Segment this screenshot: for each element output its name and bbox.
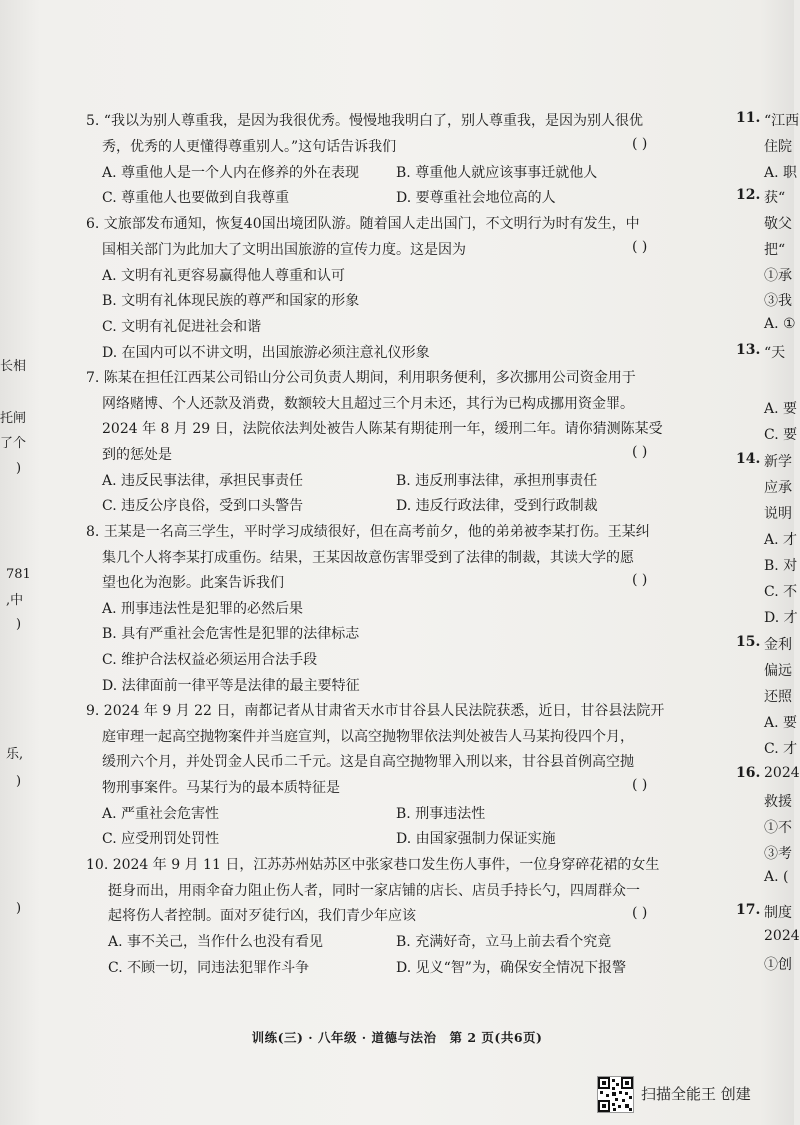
option-b: B. 刑事违法性 (396, 806, 486, 822)
option-a: A. 严重社会危害性 (102, 806, 220, 822)
right-fragment: 把“ (764, 242, 786, 258)
option-c: C. 尊重他人也要做到自我尊重 (102, 190, 290, 206)
answer-paren[interactable]: ( ) (632, 239, 648, 255)
option-c: C. 不顾一切，同违法犯罪作斗争 (108, 960, 310, 976)
option-d: D. 违反行政法律，受到行政制裁 (396, 498, 598, 514)
question-text: 到的惩处是 (102, 447, 172, 463)
right-fragment: 住院 (764, 139, 792, 155)
option-d: D. 由国家强制力保证实施 (396, 831, 556, 847)
option-b: B. 充满好奇，立马上前去看个究竟 (396, 934, 612, 950)
right-fragment: D. 才 (764, 610, 798, 626)
left-margin-fragments (0, 0, 40, 1125)
question-text: 5. “我以为别人尊重我，是因为我很优秀。慢慢地我明白了，别人尊重我，是因为别人很优 (86, 113, 643, 129)
right-fragment: 2024 (764, 765, 800, 781)
right-fragment: 应承 (764, 480, 792, 496)
option-b: B. 尊重他人就应该事事迁就他人 (396, 165, 598, 181)
right-fragment: ①承 (764, 268, 792, 284)
answer-paren[interactable]: ( ) (632, 572, 648, 588)
left-fragment: 了个 (0, 436, 27, 451)
left-fragment: 乐, (6, 747, 24, 762)
question-text: 8. 王某是一名高三学生，平时学习成绩很好，但在高考前夕，他的弟弟被李某打伤。王某纠 (86, 524, 650, 540)
right-fragment: B. 对 (764, 558, 798, 574)
right-fragment: 新学 (764, 454, 792, 470)
option-a: A. 尊重他人是一个人内在修养的外在表现 (102, 165, 360, 181)
question-text: 7. 陈某在担任江西某公司铅山分公司负责人期间，利用职务便利，多次挪用公司资金用于 (86, 370, 636, 386)
option-c: C. 维护合法权益必须运用合法手段 (102, 652, 318, 668)
question-text: 秀，优秀的人更懂得尊重别人。”这句话告诉我们 (102, 139, 397, 155)
right-fragment: 制度 (764, 905, 792, 921)
right-fragment: 偏远 (764, 663, 792, 679)
left-fragment: ,中 (6, 593, 24, 608)
left-fragment: 781 (6, 567, 31, 582)
question-text: 集几个人将李某打成重伤。结果，王某因故意伤害罪受到了法律的制裁，其读大学的愿 (102, 550, 634, 566)
page-footer: 训练(三) · 八年级 · 道德与法治 第 2 页(共6页) (251, 1030, 543, 1045)
option-c: C. 违反公序良俗，受到口头警告 (102, 498, 304, 514)
question-text: 缓刑六个月，并处罚金人民币二千元。这是自高空抛物罪入刑以来，甘谷县首例高空抛 (102, 754, 634, 770)
option-a: A. 违反民事法律，承担民事责任 (102, 473, 304, 489)
right-fragment: 获“ (764, 190, 786, 206)
option-c: C. 文明有礼促进社会和谐 (102, 319, 262, 335)
left-fragment: ) (16, 901, 22, 916)
right-question-number: 13. (736, 342, 761, 358)
scanner-watermark: 扫描全能王 创建 (641, 1085, 751, 1103)
left-fragment: ) (16, 774, 22, 789)
right-fragment: 救援 (764, 794, 792, 810)
right-fragment: 敬父 (764, 216, 792, 232)
question-text: 2024 年 8 月 29 日，法院依法判处被告人陈某有期徒刑一年，缓刑二年。请你猜测陈某受 (102, 421, 663, 437)
right-fragment: C. 不 (764, 584, 798, 600)
option-a: A. 刑事违法性是犯罪的必然后果 (102, 601, 304, 617)
left-fragment: ) (16, 617, 22, 632)
right-question-number: 16. (736, 765, 761, 781)
right-fragment: ①创 (764, 957, 792, 973)
left-fragment: 长相 (0, 359, 27, 374)
question-text: 起将伤人者控制。面对歹徒行凶，我们青少年应该 (108, 908, 416, 924)
option-d: D. 法律面前一律平等是法律的最主要特征 (102, 678, 360, 694)
option-d: D. 在国内可以不讲文明，出国旅游必须注意礼仪形象 (102, 345, 430, 361)
right-fragment: C. 要 (764, 427, 798, 443)
right-fragment: “江西 (764, 113, 800, 129)
question-text: 网络赌博、个人还款及消费，数额较大且超过三个月未还，其行为已构成挪用资金罪。 (102, 396, 634, 412)
right-fragment: 还照 (764, 689, 792, 705)
right-fragment: A. ① (764, 316, 796, 332)
right-fragment: 说明 (764, 506, 792, 522)
left-fragment: ) (16, 461, 22, 476)
question-text: 国相关部门为此加大了文明出国旅游的宣传力度。这是因为 (102, 242, 466, 258)
question-text: 物刑事案件。马某行为的最本质特征是 (102, 780, 340, 796)
right-fragment: C. 才 (764, 741, 798, 757)
right-fragment: A. 才 (764, 532, 798, 548)
question-text: 望也化为泡影。此案告诉我们 (102, 575, 284, 591)
question-text: 庭审理一起高空抛物案件并当庭宣判，以高空抛物罪依法判处被告人马某拘役四个月， (102, 729, 634, 745)
right-question-number: 15. (736, 634, 761, 650)
left-fragment: 托闸 (0, 411, 27, 426)
right-fragment: A. 职 (764, 165, 798, 181)
answer-paren[interactable]: ( ) (632, 905, 648, 921)
right-margin-fragments (732, 0, 800, 1125)
right-fragment: ③我 (764, 293, 792, 309)
right-fragment: 金利 (764, 637, 792, 653)
option-d: D. 要尊重社会地位高的人 (396, 190, 556, 206)
right-fragment: 2024 (764, 928, 800, 944)
question-text: 9. 2024 年 9 月 22 日，南都记者从甘肃省天水市甘谷县人民法院获悉，近日，甘谷县法院开 (86, 703, 665, 719)
question-text: 6. 文旅部发布通知，恢复40国出境团队游。随着国人走出国门，不文明行为时有发生，中 (86, 216, 640, 232)
option-c: C. 应受刑罚处罚性 (102, 831, 220, 847)
option-b: B. 具有严重社会危害性是犯罪的法律标志 (102, 626, 360, 642)
option-b: B. 违反刑事法律，承担刑事责任 (396, 473, 598, 489)
right-fragment: ③考 (764, 846, 792, 862)
right-fragment: A. 要 (764, 715, 798, 731)
option-b: B. 文明有礼体现民族的尊严和国家的形象 (102, 293, 360, 309)
answer-paren[interactable]: ( ) (632, 777, 648, 793)
right-fragment: A. 要 (764, 401, 798, 417)
right-question-number: 17. (736, 902, 761, 918)
option-a: A. 事不关己，当作什么也没有看见 (108, 934, 324, 950)
answer-paren[interactable]: ( ) (632, 444, 648, 460)
question-text: 10. 2024 年 9 月 11 日，江苏苏州姑苏区中张家巷口发生伤人事件，一位身穿碎花裙的女生 (86, 857, 660, 873)
right-question-number: 11. (736, 110, 761, 126)
right-fragment: ①不 (764, 820, 792, 836)
right-fragment: “天 (764, 345, 786, 361)
question-text: 挺身而出，用雨伞奋力阻止伤人者，同时一家店铺的店长、店员手持长勺，四周群众一 (108, 883, 640, 899)
qr-code-icon (597, 1076, 634, 1113)
option-a: A. 文明有礼更容易赢得他人尊重和认可 (102, 268, 346, 284)
option-d: D. 见义“智”为，确保安全情况下报警 (396, 960, 626, 976)
right-fragment: A. ( (764, 869, 789, 885)
answer-paren[interactable]: ( ) (632, 136, 648, 152)
right-question-number: 12. (736, 187, 761, 203)
right-question-number: 14. (736, 451, 761, 467)
